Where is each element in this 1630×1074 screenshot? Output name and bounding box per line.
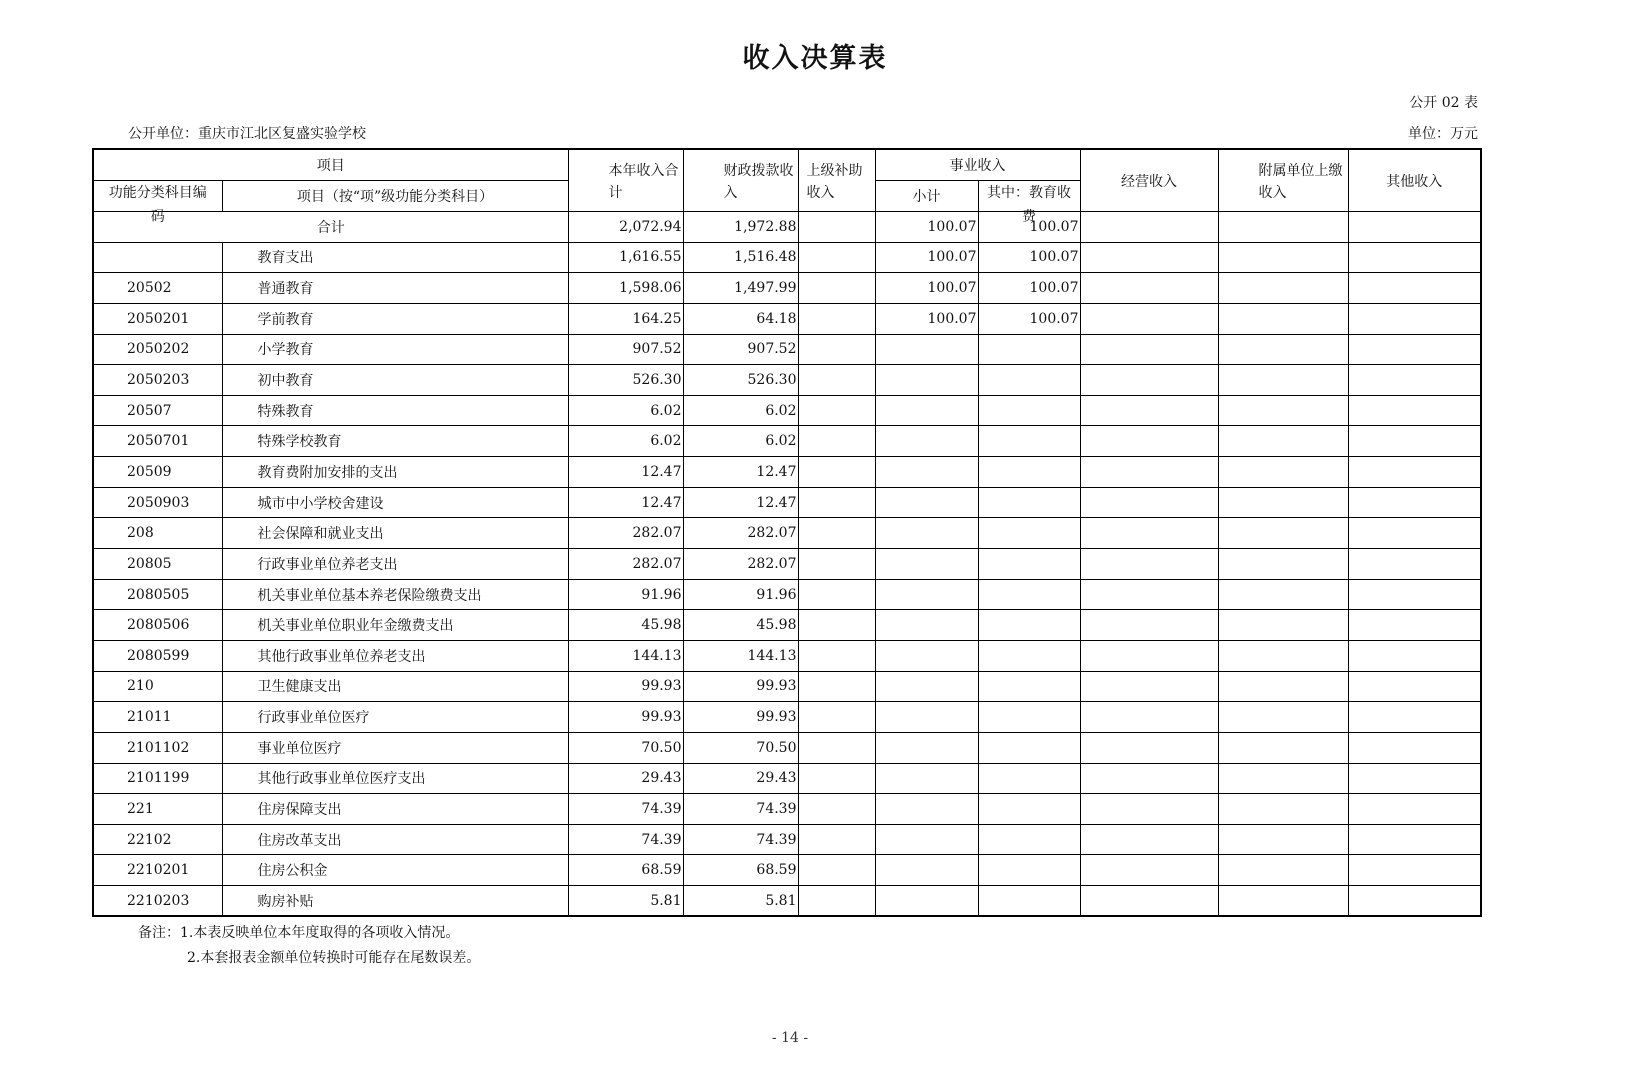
business-cell: [1080, 273, 1218, 304]
item-name-cell: 事业单位医疗: [222, 732, 568, 763]
business-cell: [1080, 702, 1218, 733]
subtotal-cell: [875, 610, 978, 641]
fiscal-cell: 74.39: [683, 794, 798, 825]
other-cell: [1348, 395, 1481, 426]
fiscal-cell: 74.39: [683, 824, 798, 855]
of-which-cell: [978, 671, 1080, 702]
business-cell: [1080, 487, 1218, 518]
subtotal-cell: [875, 763, 978, 794]
item-name-cell: 特殊学校教育: [222, 426, 568, 457]
affiliated-cell: [1218, 549, 1348, 580]
item-name-cell: 住房保障支出: [222, 794, 568, 825]
total-label: 合计: [93, 212, 568, 243]
table-row: [93, 426, 1481, 457]
total-cell: 74.39: [568, 794, 683, 825]
superior-cell: [798, 640, 875, 671]
of-which-cell: 100.07: [978, 273, 1080, 304]
total-subtotal: 100.07: [875, 212, 978, 243]
superior-cell: [798, 610, 875, 641]
item-name-cell: 其他行政事业单位养老支出: [222, 640, 568, 671]
table-row: [93, 365, 1481, 396]
item-name-cell: 城市中小学校舍建设: [222, 487, 568, 518]
fiscal-cell: 68.59: [683, 855, 798, 886]
superior-cell: [798, 334, 875, 365]
affiliated-cell: [1218, 824, 1348, 855]
fiscal-cell: 70.50: [683, 732, 798, 763]
of-which-cell: [978, 579, 1080, 610]
other-cell: [1348, 855, 1481, 886]
superior-cell: [798, 303, 875, 334]
code-cell: 2080599: [93, 640, 222, 671]
of-which-cell: [978, 334, 1080, 365]
other-cell: [1348, 242, 1481, 273]
table-row: [93, 702, 1481, 733]
of-which-cell: [978, 794, 1080, 825]
subtotal-cell: [875, 579, 978, 610]
item-name-cell: 社会保障和就业支出: [222, 518, 568, 549]
affiliated-cell: [1218, 702, 1348, 733]
affiliated-cell: [1218, 273, 1348, 304]
fiscal-cell: 526.30: [683, 365, 798, 396]
superior-cell: [798, 487, 875, 518]
superior-cell: [798, 732, 875, 763]
header-affiliated: 附属单位上缴收入: [1218, 149, 1348, 212]
of-which-cell: [978, 610, 1080, 641]
other-cell: [1348, 365, 1481, 396]
table-row: [93, 273, 1481, 304]
table-row: [93, 763, 1481, 794]
subtotal-cell: [875, 549, 978, 580]
of-which-cell: [978, 518, 1080, 549]
table-row: [93, 732, 1481, 763]
affiliated-cell: [1218, 365, 1348, 396]
business-cell: [1080, 671, 1218, 702]
table-row: [93, 549, 1481, 580]
other-cell: [1348, 794, 1481, 825]
other-cell: [1348, 824, 1481, 855]
header-superior: 上级补助收入: [798, 149, 875, 212]
code-cell: 20507: [93, 395, 222, 426]
business-cell: [1080, 365, 1218, 396]
affiliated-cell: [1218, 732, 1348, 763]
code-cell: 2080506: [93, 610, 222, 641]
total-row: [93, 212, 1481, 243]
subtotal-cell: [875, 702, 978, 733]
code-cell: 2101102: [93, 732, 222, 763]
business-cell: [1080, 855, 1218, 886]
total-cell: 74.39: [568, 824, 683, 855]
fiscal-cell: 12.47: [683, 457, 798, 488]
total-other: [1348, 212, 1481, 243]
business-cell: [1080, 426, 1218, 457]
superior-cell: [798, 273, 875, 304]
subtotal-cell: [875, 457, 978, 488]
affiliated-cell: [1218, 579, 1348, 610]
table-row: [93, 518, 1481, 549]
subtotal-cell: [875, 426, 978, 457]
subtotal-cell: [875, 334, 978, 365]
table-row: [93, 487, 1481, 518]
other-cell: [1348, 549, 1481, 580]
superior-cell: [798, 242, 875, 273]
affiliated-cell: [1218, 395, 1348, 426]
total-superior: [798, 212, 875, 243]
superior-cell: [798, 579, 875, 610]
total-affiliated: [1218, 212, 1348, 243]
table-row: [93, 303, 1481, 334]
of-which-cell: [978, 640, 1080, 671]
business-cell: [1080, 610, 1218, 641]
other-cell: [1348, 334, 1481, 365]
code-cell: 208: [93, 518, 222, 549]
fiscal-cell: 99.93: [683, 671, 798, 702]
business-cell: [1080, 886, 1218, 917]
superior-cell: [798, 671, 875, 702]
table-row: [93, 855, 1481, 886]
code-cell: [93, 242, 222, 273]
table-row: [93, 824, 1481, 855]
business-cell: [1080, 794, 1218, 825]
table-row: [93, 395, 1481, 426]
subtotal-cell: [875, 365, 978, 396]
superior-cell: [798, 365, 875, 396]
fiscal-cell: 144.13: [683, 640, 798, 671]
other-cell: [1348, 671, 1481, 702]
total-amount: 2,072.94: [568, 212, 683, 243]
item-name-cell: 学前教育: [222, 303, 568, 334]
header-total: 本年收入合计: [568, 149, 683, 212]
header-other: 其他收入: [1348, 149, 1481, 212]
of-which-cell: [978, 763, 1080, 794]
subtotal-cell: [875, 640, 978, 671]
form-number: 公开 02 表: [1409, 95, 1478, 111]
page-title: 收入决算表: [742, 43, 888, 74]
subtotal-cell: 100.07: [875, 303, 978, 334]
other-cell: [1348, 487, 1481, 518]
of-which-cell: [978, 395, 1080, 426]
total-cell: 99.93: [568, 702, 683, 733]
table-row: [93, 457, 1481, 488]
subtotal-cell: [875, 395, 978, 426]
subtotal-cell: [875, 824, 978, 855]
total-cell: 907.52: [568, 334, 683, 365]
other-cell: [1348, 886, 1481, 917]
total-of-which: 100.07: [978, 212, 1080, 243]
business-cell: [1080, 334, 1218, 365]
header-code: 功能分类科目编码: [93, 181, 222, 212]
fiscal-cell: 29.43: [683, 763, 798, 794]
of-which-cell: [978, 702, 1080, 733]
other-cell: [1348, 732, 1481, 763]
affiliated-cell: [1218, 610, 1348, 641]
total-cell: 282.07: [568, 518, 683, 549]
other-cell: [1348, 640, 1481, 671]
header-project: 项目: [93, 149, 568, 181]
business-cell: [1080, 549, 1218, 580]
affiliated-cell: [1218, 487, 1348, 518]
fiscal-cell: 1,497.99: [683, 273, 798, 304]
subtotal-cell: [875, 794, 978, 825]
of-which-cell: 100.07: [978, 303, 1080, 334]
header-item: 项目（按“项”级功能分类科目）: [222, 181, 568, 212]
of-which-cell: [978, 855, 1080, 886]
header-subtotal: 小计: [875, 181, 978, 212]
superior-cell: [798, 824, 875, 855]
fiscal-cell: 45.98: [683, 610, 798, 641]
header-of-which: 其中：教育收费: [978, 181, 1080, 212]
total-cell: 1,598.06: [568, 273, 683, 304]
of-which-cell: [978, 549, 1080, 580]
code-cell: 21011: [93, 702, 222, 733]
subtotal-cell: [875, 518, 978, 549]
total-cell: 99.93: [568, 671, 683, 702]
total-cell: 45.98: [568, 610, 683, 641]
code-cell: 2050903: [93, 487, 222, 518]
fiscal-cell: 5.81: [683, 886, 798, 917]
code-cell: 20502: [93, 273, 222, 304]
item-name-cell: 购房补贴: [222, 886, 568, 917]
subtotal-cell: 100.07: [875, 242, 978, 273]
of-which-cell: [978, 487, 1080, 518]
note-line-2: 2.本套报表金额单位转换时可能存在尾数误差。: [187, 950, 481, 966]
subtotal-cell: [875, 732, 978, 763]
of-which-cell: [978, 886, 1080, 917]
total-cell: 12.47: [568, 457, 683, 488]
header-fiscal: 财政拨款收入: [683, 149, 798, 212]
of-which-cell: [978, 426, 1080, 457]
fiscal-cell: 282.07: [683, 518, 798, 549]
business-cell: [1080, 732, 1218, 763]
business-cell: [1080, 457, 1218, 488]
table-row: [93, 886, 1481, 917]
item-name-cell: 初中教育: [222, 365, 568, 396]
of-which-cell: [978, 824, 1080, 855]
code-cell: 20805: [93, 549, 222, 580]
code-cell: 2050203: [93, 365, 222, 396]
subtotal-cell: [875, 671, 978, 702]
total-cell: 6.02: [568, 426, 683, 457]
currency-unit: 单位：万元: [1408, 126, 1478, 142]
total-cell: 68.59: [568, 855, 683, 886]
business-cell: [1080, 579, 1218, 610]
affiliated-cell: [1218, 334, 1348, 365]
item-name-cell: 机关事业单位职业年金缴费支出: [222, 610, 568, 641]
item-name-cell: 特殊教育: [222, 395, 568, 426]
header-business: 经营收入: [1080, 149, 1218, 212]
superior-cell: [798, 855, 875, 886]
affiliated-cell: [1218, 671, 1348, 702]
of-which-cell: [978, 457, 1080, 488]
total-cell: 282.07: [568, 549, 683, 580]
item-name-cell: 卫生健康支出: [222, 671, 568, 702]
table-row: [93, 671, 1481, 702]
subtotal-cell: 100.07: [875, 273, 978, 304]
code-cell: 2050201: [93, 303, 222, 334]
business-cell: [1080, 242, 1218, 273]
business-cell: [1080, 640, 1218, 671]
code-cell: 2101199: [93, 763, 222, 794]
fiscal-cell: 12.47: [683, 487, 798, 518]
superior-cell: [798, 763, 875, 794]
total-cell: 70.50: [568, 732, 683, 763]
code-cell: 2210203: [93, 886, 222, 917]
table-row: [93, 610, 1481, 641]
superior-cell: [798, 794, 875, 825]
fiscal-cell: 6.02: [683, 395, 798, 426]
total-cell: 1,616.55: [568, 242, 683, 273]
business-cell: [1080, 763, 1218, 794]
item-name-cell: 行政事业单位医疗: [222, 702, 568, 733]
fiscal-cell: 64.18: [683, 303, 798, 334]
income-table: [92, 148, 1482, 917]
affiliated-cell: [1218, 794, 1348, 825]
other-cell: [1348, 303, 1481, 334]
item-name-cell: 教育费附加安排的支出: [222, 457, 568, 488]
code-cell: 20509: [93, 457, 222, 488]
code-cell: 2210201: [93, 855, 222, 886]
code-cell: 221: [93, 794, 222, 825]
other-cell: [1348, 457, 1481, 488]
total-cell: 144.13: [568, 640, 683, 671]
affiliated-cell: [1218, 886, 1348, 917]
table-row: [93, 640, 1481, 671]
total-cell: 5.81: [568, 886, 683, 917]
business-cell: [1080, 824, 1218, 855]
total-cell: 6.02: [568, 395, 683, 426]
total-cell: 91.96: [568, 579, 683, 610]
fiscal-cell: 1,516.48: [683, 242, 798, 273]
table-row: [93, 334, 1481, 365]
total-business: [1080, 212, 1218, 243]
item-name-cell: 教育支出: [222, 242, 568, 273]
item-name-cell: 机关事业单位基本养老保险缴费支出: [222, 579, 568, 610]
other-cell: [1348, 579, 1481, 610]
business-cell: [1080, 395, 1218, 426]
fiscal-cell: 91.96: [683, 579, 798, 610]
code-cell: 22102: [93, 824, 222, 855]
other-cell: [1348, 518, 1481, 549]
of-which-cell: [978, 365, 1080, 396]
affiliated-cell: [1218, 242, 1348, 273]
subtotal-cell: [875, 487, 978, 518]
of-which-cell: [978, 732, 1080, 763]
item-name-cell: 住房公积金: [222, 855, 568, 886]
other-cell: [1348, 763, 1481, 794]
superior-cell: [798, 549, 875, 580]
affiliated-cell: [1218, 457, 1348, 488]
total-fiscal: 1,972.88: [683, 212, 798, 243]
item-name-cell: 小学教育: [222, 334, 568, 365]
of-which-cell: 100.07: [978, 242, 1080, 273]
table-row: [93, 794, 1481, 825]
subtotal-cell: [875, 855, 978, 886]
fiscal-cell: 6.02: [683, 426, 798, 457]
header-career: 事业收入: [875, 149, 1080, 181]
superior-cell: [798, 457, 875, 488]
code-cell: 2050701: [93, 426, 222, 457]
fiscal-cell: 282.07: [683, 549, 798, 580]
superior-cell: [798, 426, 875, 457]
total-cell: 29.43: [568, 763, 683, 794]
other-cell: [1348, 426, 1481, 457]
affiliated-cell: [1218, 426, 1348, 457]
business-cell: [1080, 303, 1218, 334]
item-name-cell: 普通教育: [222, 273, 568, 304]
superior-cell: [798, 395, 875, 426]
affiliated-cell: [1218, 518, 1348, 549]
page-number: - 14 -: [771, 1030, 809, 1046]
code-cell: 2050202: [93, 334, 222, 365]
table-row: [93, 579, 1481, 610]
other-cell: [1348, 273, 1481, 304]
item-name-cell: 行政事业单位养老支出: [222, 549, 568, 580]
affiliated-cell: [1218, 640, 1348, 671]
total-cell: 164.25: [568, 303, 683, 334]
table-row: [93, 242, 1481, 273]
total-cell: 526.30: [568, 365, 683, 396]
affiliated-cell: [1218, 855, 1348, 886]
fiscal-cell: 99.93: [683, 702, 798, 733]
other-cell: [1348, 610, 1481, 641]
code-cell: 2080505: [93, 579, 222, 610]
total-cell: 12.47: [568, 487, 683, 518]
fiscal-cell: 907.52: [683, 334, 798, 365]
superior-cell: [798, 702, 875, 733]
reporting-unit: 公开单位：重庆市江北区复盛实验学校: [128, 126, 366, 142]
affiliated-cell: [1218, 303, 1348, 334]
item-name-cell: 住房改革支出: [222, 824, 568, 855]
code-cell: 210: [93, 671, 222, 702]
superior-cell: [798, 518, 875, 549]
note-line-1: 备注：1.本表反映单位本年度取得的各项收入情况。: [138, 925, 460, 941]
business-cell: [1080, 518, 1218, 549]
other-cell: [1348, 702, 1481, 733]
affiliated-cell: [1218, 763, 1348, 794]
subtotal-cell: [875, 886, 978, 917]
superior-cell: [798, 886, 875, 917]
item-name-cell: 其他行政事业单位医疗支出: [222, 763, 568, 794]
